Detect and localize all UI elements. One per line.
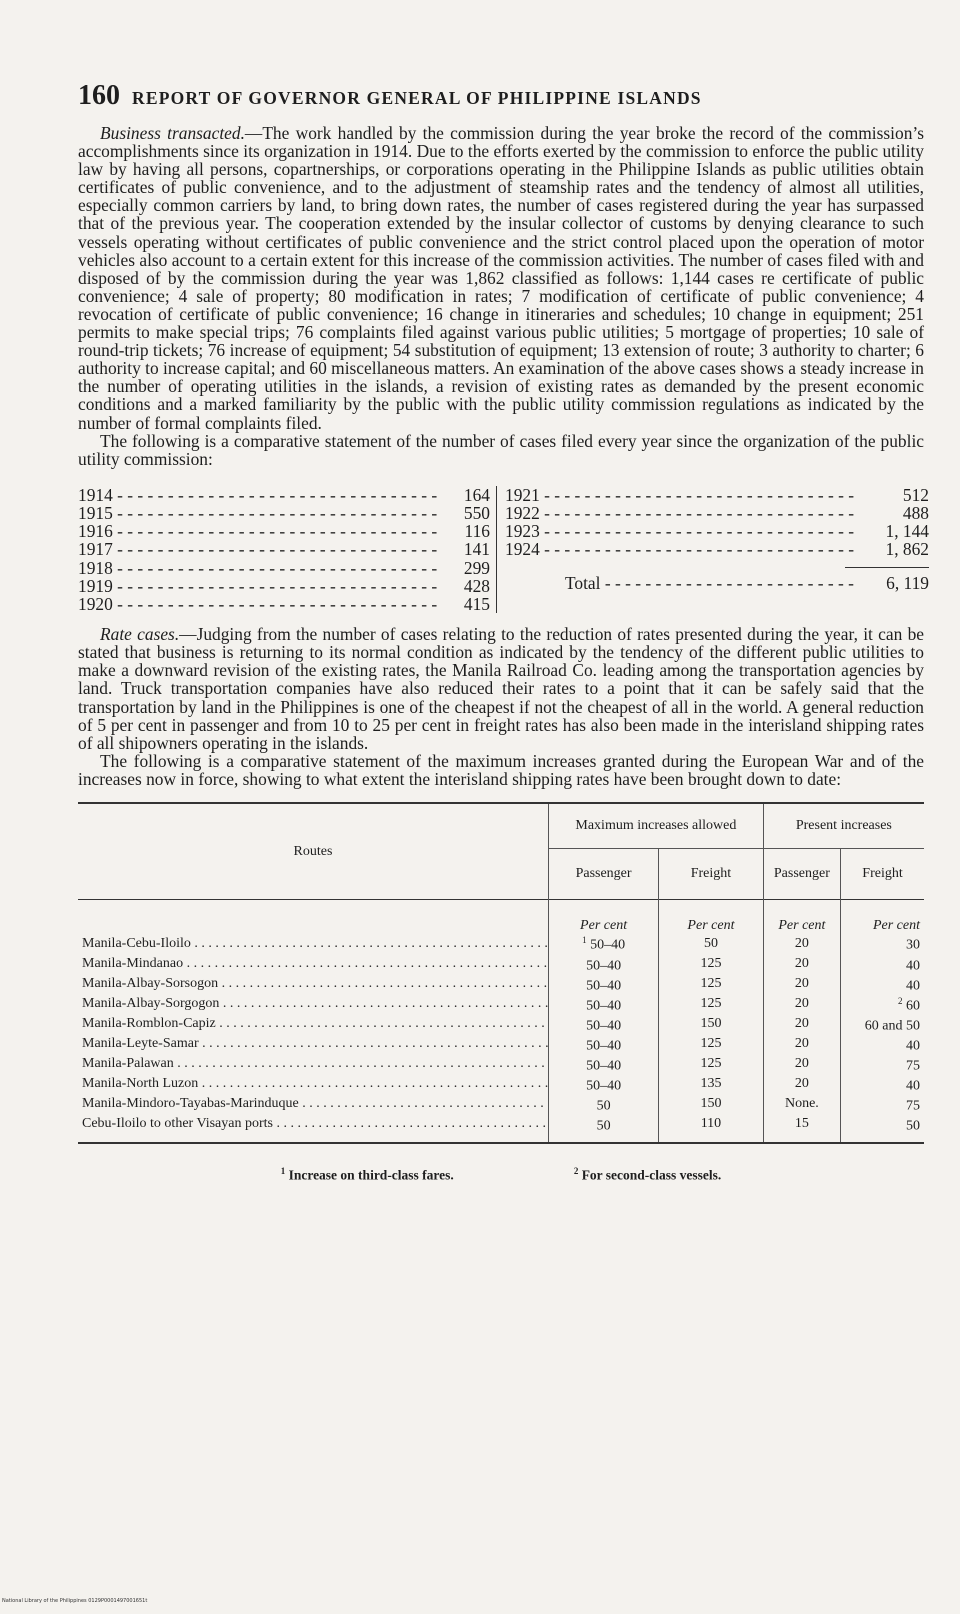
table-row [78, 933, 924, 953]
footnote-ref: 1 [582, 935, 587, 946]
route-name: Manila-Albay-Sorgogon . . . [82, 996, 549, 1011]
year-row [78, 595, 490, 613]
present-passenger-cell [763, 1054, 840, 1074]
footnote-ref: 2 [898, 995, 903, 1006]
max-freight-cell [659, 1054, 764, 1074]
cell-value: 40 [906, 978, 920, 994]
table-row [78, 994, 924, 1014]
route-name: Manila-Mindoro-Tayabas-Marinduque . . . [82, 1096, 549, 1111]
cell-value: 40 [906, 1038, 920, 1054]
present-freight-cell [841, 933, 924, 953]
year-label: 1920 - - - [78, 595, 438, 613]
year-label: 1922 - - - [505, 504, 859, 522]
cell-value: 150 [700, 1096, 722, 1112]
route-cell [78, 1014, 549, 1034]
present-passenger-cell [763, 994, 840, 1014]
year-label: 1917 - - - [78, 540, 438, 558]
present-freight-cell [841, 954, 924, 974]
cell-value: 125 [700, 955, 722, 971]
route-cell [78, 994, 549, 1014]
header-present-freight: Freight [841, 849, 924, 900]
total-rule [845, 567, 929, 568]
present-freight-cell [841, 1034, 924, 1054]
unit-label: Per cent [549, 900, 659, 934]
present-passenger-cell [763, 974, 840, 994]
present-passenger-cell [763, 954, 840, 974]
cell-value: 60 [906, 998, 920, 1014]
paragraph-business-transacted [78, 124, 924, 432]
max-freight-cell [659, 974, 764, 994]
total-label: Total - - - [505, 574, 859, 592]
present-passenger-cell [763, 933, 840, 953]
cell-value: 40 [906, 1078, 920, 1094]
cell-value: 75 [906, 1058, 920, 1074]
max-freight-cell [659, 1094, 764, 1114]
years-column-left [78, 486, 497, 613]
year-count: 512 [902, 484, 929, 505]
header-max-freight: Freight [659, 849, 764, 900]
header-max-passenger: Passenger [549, 849, 659, 900]
table-row [78, 974, 924, 994]
footnote-mark: 1 [280, 1166, 286, 1177]
max-passenger-cell [549, 994, 659, 1014]
total-value: 6, 119 [886, 572, 929, 593]
route-name: Manila-Albay-Sorsogon . . . [82, 976, 549, 991]
cell-value: 30 [906, 938, 920, 954]
total-row [505, 574, 929, 592]
max-freight-cell [659, 1034, 764, 1054]
years-column-right [497, 486, 929, 613]
present-freight-cell [841, 1114, 924, 1143]
year-row [505, 540, 929, 558]
year-count: 415 [463, 594, 490, 614]
max-freight-cell [659, 1014, 764, 1034]
route-name: Manila-Palawan . . . [82, 1056, 549, 1071]
table-row [78, 1074, 924, 1094]
cell-value: 20 [794, 1016, 809, 1032]
header-present-passenger: Passenger [763, 849, 840, 900]
header-routes: Routes [78, 803, 549, 900]
header-present-increases: Present increases [763, 803, 924, 849]
year-row [505, 522, 929, 540]
page [78, 80, 929, 1184]
footnote-1 [281, 1166, 454, 1184]
year-label: 1923 - - - [505, 522, 859, 540]
cell-value: 50–40 [586, 1058, 622, 1074]
route-cell [78, 1034, 549, 1054]
footnotes [78, 1166, 924, 1184]
cell-value: 110 [700, 1116, 722, 1132]
max-passenger-cell [549, 1114, 659, 1143]
year-count: 116 [464, 521, 490, 542]
cell-value: 50–40 [586, 958, 622, 974]
cell-value: 50–40 [586, 998, 622, 1014]
present-passenger-cell [763, 1094, 840, 1114]
year-label: 1921 - - - [505, 486, 859, 504]
present-freight-cell [841, 974, 924, 994]
unit-label: Per cent [763, 900, 840, 934]
cell-value: 50–40 [586, 978, 622, 994]
present-passenger-cell [763, 1014, 840, 1034]
year-row [78, 559, 490, 577]
year-row [505, 504, 929, 522]
year-row [78, 504, 490, 522]
route-name: Manila-North Luzon . . . [82, 1076, 549, 1091]
header-maximum-increases: Maximum increases allowed [549, 803, 764, 849]
cell-value: 15 [794, 1116, 809, 1132]
table-row [78, 954, 924, 974]
max-freight-cell [659, 954, 764, 974]
max-passenger-cell [549, 974, 659, 994]
max-passenger-cell [549, 1094, 659, 1114]
cell-value: 50–40 [586, 1018, 622, 1034]
route-cell [78, 933, 549, 953]
max-passenger-cell [549, 933, 659, 953]
present-freight-cell [841, 1094, 924, 1114]
max-passenger-cell [549, 1034, 659, 1054]
units-row [78, 900, 924, 934]
cell-value: 20 [794, 1036, 809, 1052]
year-count: 550 [463, 502, 490, 523]
present-freight-cell [841, 1054, 924, 1074]
cases-by-year-table [78, 484, 929, 614]
year-row [78, 522, 490, 540]
paragraph-text: —Judging from the number of cases relating to the reduction of rates presented during the year, it can be stated that business is returning to its normal condition as indicated by the tendency of the different public utilities to make a downward revision of the existing rates, the Manila Railroad Co. leading among the transportation agencies by land. Truck transportation companies have also reduced their rates to a point that it can be safely said that the transportation by land in the Philippines is one of the cheapest if not the cheapest of all in the world. A general reduction of 5 per cent in passenger and from 10 to 25 per cent in freight rates has also been made in the interisland shipping rates of all shipowners operating in the islands. [78, 624, 924, 753]
max-passenger-cell [549, 954, 659, 974]
paragraph-comparative-statement: The following is a comparative statement of the number of cases filed every year since the organization of the public utility commission: [78, 430, 924, 469]
year-count: 488 [902, 502, 929, 523]
max-passenger-cell [549, 1074, 659, 1094]
route-name: Manila-Leyte-Samar . . . [82, 1036, 549, 1051]
footnote-mark: 2 [573, 1166, 579, 1177]
cell-value: 20 [794, 955, 809, 971]
present-freight-cell [841, 1074, 924, 1094]
year-row [78, 540, 490, 558]
max-freight-cell [659, 933, 764, 953]
max-freight-cell [659, 1074, 764, 1094]
route-name: Manila-Mindanao . . . [82, 956, 549, 971]
cell-value: 75 [906, 1098, 920, 1114]
cell-value: 60 and 50 [864, 1018, 920, 1034]
max-passenger-cell [549, 1014, 659, 1034]
paragraph-maximum-increases: The following is a comparative statement of the maximum increases granted during the European War and of the increases now in force, showing to what extent the interisland shipping rates have been brought down to date: [78, 750, 924, 789]
cell-value: 50–40 [586, 1078, 622, 1094]
route-name: Manila-Cebu-Iloilo . . . [82, 936, 549, 951]
cell-value: 125 [700, 1056, 722, 1072]
year-count: 428 [463, 575, 490, 596]
cell-value: 20 [794, 1056, 809, 1072]
year-label: 1914 - - - [78, 486, 438, 504]
page-header [78, 80, 924, 124]
cell-value: 20 [794, 1076, 809, 1092]
table-row [78, 1114, 924, 1143]
paragraph-lead: Rate cases. [100, 624, 180, 645]
table-row [78, 1034, 924, 1054]
year-label: 1915 - - - [78, 504, 438, 522]
year-row [505, 486, 929, 504]
shipping-rates-table [78, 802, 924, 1144]
cell-value: 125 [700, 1036, 722, 1052]
cell-value: 50 [906, 1118, 920, 1134]
cell-value: 50–40 [586, 1038, 622, 1054]
cell-value: 125 [700, 975, 722, 991]
cell-value: 50 [596, 1118, 611, 1134]
cell-value: 20 [794, 975, 809, 991]
unit-label: Per cent [841, 900, 924, 934]
cell-value: 135 [700, 1076, 722, 1092]
table-row [78, 1014, 924, 1034]
route-cell [78, 1094, 549, 1114]
present-passenger-cell [763, 1034, 840, 1054]
route-cell [78, 1054, 549, 1074]
year-count: 141 [463, 539, 490, 560]
cell-value: 50 [596, 1098, 611, 1114]
units-route-cell [78, 900, 549, 934]
year-label: 1919 - - - [78, 577, 438, 595]
route-name: Cebu-Iloilo to other Visayan ports . . . [82, 1116, 549, 1131]
cell-value: 125 [700, 995, 722, 1011]
year-row [78, 486, 490, 504]
route-cell [78, 974, 549, 994]
year-label: 1924 - - - [505, 540, 859, 558]
paragraph-lead: Business transacted. [100, 123, 245, 143]
year-count: 1, 862 [885, 539, 929, 560]
running-title: REPORT OF GOVERNOR GENERAL OF PHILIPPINE ISLANDS [132, 88, 702, 108]
year-label: 1918 - - - [78, 559, 438, 577]
present-passenger-cell [763, 1074, 840, 1094]
max-freight-cell [659, 994, 764, 1014]
route-cell [78, 954, 549, 974]
footnote-text: Increase on third-class fares. [288, 1167, 454, 1183]
unit-label: Per cent [659, 900, 764, 934]
max-freight-cell [659, 1114, 764, 1143]
present-freight-cell [841, 994, 924, 1014]
route-name: Manila-Romblon-Capiz . . . [82, 1016, 549, 1031]
page-number: 160 [78, 80, 120, 111]
year-row [78, 577, 490, 595]
paragraph-text: —The work handled by the commission during the year broke the record of the commission’s accomplishments since its organization in 1914. Due to the efforts exerted by the commission to enforce the public utility law by having all persons, copartnerships, or corporations operating in the Philippine Islands as public utilities obtain certificates of public convenience, and to the adjustment of steamship rates and the tendency of almost all utilities, especially common carriers by land, to bring down rates, the number of cases registered during the year has surpassed that of the previous year. The cooperation extended by the insular collector of customs by denying clearance to such vessels operating without certificates of public convenience and the strict control placed upon the operation of motor vehicles also account to a certain extent for this increase of the commission activities. The number of cases filed with and disposed of by the commission during the year was 1,862 classified as follows: 1,144 cases re certificate of public convenience; 4 sale of property; 80 modification in rates; 7 modification of certificate of public convenience; 4 revocation of certificate of public convenience; 16 change in itineraries and schedules; 10 change in equipment; 251 permits to make special trips; 76 complaints filed against various public utilities; 5 mortgage of properties; 10 sale of round-trip tickets; 76 increase of equipment; 54 substitution of equipment; 13 extension of route; 3 authority to charter; 6 authority to increase capital; and 60 miscellaneous matters. An examination of the above cases shows a steady increase in the number of operating utilities in the islands, a revision of existing rates as demanded by the present economic conditions and a marked familiarity by the public with the public utility commission regulations as indicated by the number of formal complaints filed. [78, 123, 924, 433]
cell-value: 40 [906, 958, 920, 974]
footnote-text: For second-class vessels. [581, 1167, 722, 1183]
cell-value: 20 [794, 935, 809, 951]
year-count: 299 [463, 557, 490, 578]
year-count: 1, 144 [885, 521, 929, 542]
footnote-2 [574, 1166, 722, 1184]
year-label: 1916 - - - [78, 522, 438, 540]
scan-imprint: National Library of the Philippines 0129P0001497001651t [2, 1598, 148, 1604]
cell-value: 50 [703, 935, 718, 951]
table-row [78, 1054, 924, 1074]
cell-value: None. [784, 1096, 819, 1112]
cell-value: 150 [700, 1016, 722, 1032]
paragraph-rate-cases [78, 625, 924, 752]
present-freight-cell [841, 1014, 924, 1034]
year-count: 164 [463, 484, 490, 505]
table-row [78, 1094, 924, 1114]
cell-value: 50–40 [590, 938, 626, 954]
cell-value: 20 [794, 995, 809, 1011]
max-passenger-cell [549, 1054, 659, 1074]
route-cell [78, 1114, 549, 1143]
route-cell [78, 1074, 549, 1094]
present-passenger-cell [763, 1114, 840, 1143]
